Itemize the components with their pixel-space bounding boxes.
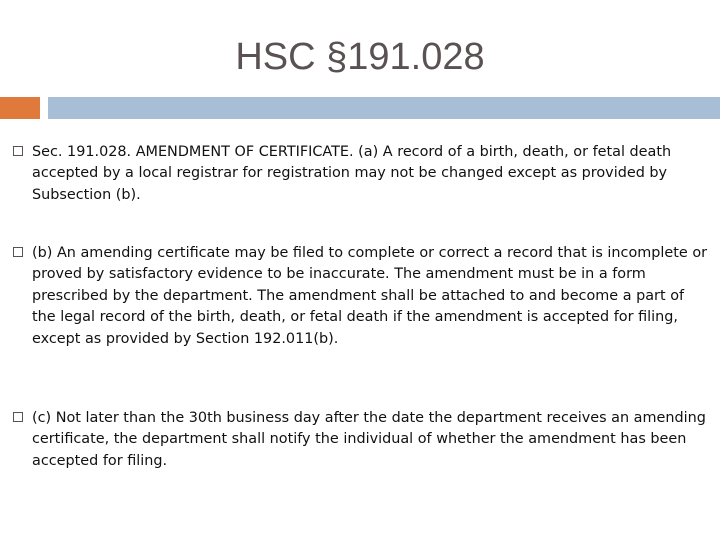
bullet-text: (c) Not later than the 30th business day after the date the department receives an amending certificate, the department shall notify the individual of whether the amendment has been accepted for filing. [32,410,706,469]
square-outline-icon [13,247,23,257]
square-outline-icon [13,412,23,422]
bullet-text: (b) An amending certificate may be filed to complete or correct a record that is incomplete or proved by satisfactory evidence to be inaccurate. The amendment must be in a form prescribed by the department. The amendment shall be attached to and become a part of the legal record of the birth, death, or fetal death if the amendment is accepted for filing, except as provided by Section 192.011(b). [32,245,708,347]
square-outline-icon [13,146,23,156]
bullet-text: Sec. 191.028. AMENDMENT OF CERTIFICATE. (a) A record of a birth, death, or fetal death accepted by a local registrar for registration may not be changed except as provided by Subsection (b). [32,144,672,203]
slide-title: HSC §191.028 [235,36,485,78]
